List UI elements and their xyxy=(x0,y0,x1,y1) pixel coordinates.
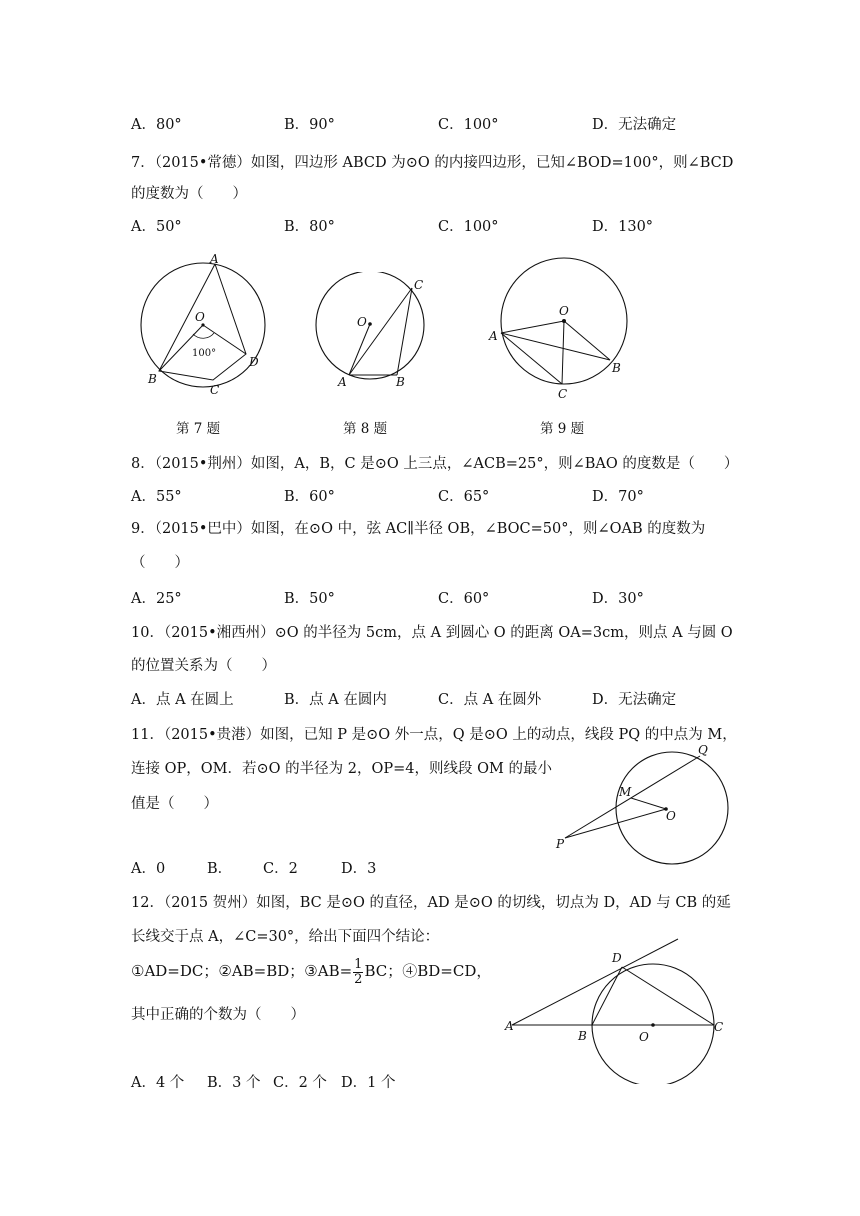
option-a: A．0 xyxy=(131,861,166,877)
option-b: B． xyxy=(207,861,233,877)
question-9-line2: （ ） xyxy=(131,555,189,571)
q12-options xyxy=(131,1071,396,1092)
option-a: A．4 个 xyxy=(131,1075,185,1091)
label-d: D xyxy=(612,951,622,965)
label-a: A xyxy=(489,329,498,343)
label-angle: 100° xyxy=(192,348,217,359)
label-d: D xyxy=(249,355,259,369)
label-q: Q xyxy=(698,743,708,757)
label-c: C xyxy=(558,387,568,401)
option-d: D．3 xyxy=(341,861,377,877)
option-a: A．80° xyxy=(131,117,182,133)
option-b: B．80° xyxy=(284,219,335,235)
label-b: B xyxy=(396,375,405,389)
option-d: D．1 个 xyxy=(341,1075,396,1091)
conclusions-part1: ①AD=DC；②AB=BD；③AB= xyxy=(131,962,353,980)
question-10-line1: 10．（2015•湘西州）⊙O 的半径为 5cm，点 A 到圆心 O 的距离 OA=3cm，则点 A 与圆 O xyxy=(131,625,733,641)
figure-11 xyxy=(548,742,758,866)
option-d: D．无法确定 xyxy=(592,117,677,133)
option-c: C．2 xyxy=(263,861,298,877)
figure-7 xyxy=(136,250,272,395)
question-11-line2: 连接 OP，OM．若⊙O 的半径为 2，OP=4，则线段 OM 的最小 xyxy=(131,761,552,777)
question-9-line1: 9．（2015•巴中）如图，在⊙O 中，弦 AC∥半径 OB，∠BOC=50°，则∠OAB 的度数为 xyxy=(131,521,706,537)
label-b: B xyxy=(148,372,157,386)
label-b: B xyxy=(578,1029,587,1043)
conclusions-part2: BC；④BD=CD， xyxy=(364,962,492,980)
label-a: A xyxy=(505,1019,514,1033)
question-12-line2: 长线交于点 A，∠C=30°，给出下面四个结论： xyxy=(131,929,440,945)
option-b: B．点 A 在圆内 xyxy=(284,692,387,708)
q11-options xyxy=(131,857,377,878)
label-p: P xyxy=(556,837,565,851)
option-d: D．70° xyxy=(592,489,644,505)
label-c: C xyxy=(414,278,424,292)
caption-7: 第 7 题 xyxy=(176,421,221,437)
option-c: C．点 A 在圆外 xyxy=(438,692,542,708)
label-a: A xyxy=(210,252,219,266)
question-8-line1: 8．（2015•荆州）如图，A，B，C 是⊙O 上三点，∠ACB=25°，则∠BAO 的度数是（ ） xyxy=(131,456,739,472)
question-12-line1: 12．（2015 贺州）如图，BC 是⊙O 的直径，AD 是⊙O 的切线，切点为 D，AD 与 CB 的延 xyxy=(131,895,731,911)
figure-9 xyxy=(484,242,632,402)
option-b: B．3 个 xyxy=(207,1075,261,1091)
fraction-one-half xyxy=(353,958,363,986)
label-o: O xyxy=(639,1030,649,1044)
question-10-line2: 的位置关系为（ ） xyxy=(131,658,276,674)
label-o: O xyxy=(666,809,676,823)
option-b: B．90° xyxy=(284,117,335,133)
caption-8: 第 8 题 xyxy=(343,421,388,437)
option-b: B．60° xyxy=(284,489,335,505)
option-c: C．100° xyxy=(438,117,499,133)
label-o: O xyxy=(195,310,205,324)
option-c: C．65° xyxy=(438,489,490,505)
question-11-line1: 11．（2015•贵港）如图，已知 P 是⊙O 外一点，Q 是⊙O 上的动点，线段 PQ 的中点为 M， xyxy=(131,727,737,743)
option-a: A．25° xyxy=(131,591,182,607)
caption-9: 第 9 题 xyxy=(540,421,585,437)
label-b: B xyxy=(612,361,621,375)
label-c: C xyxy=(210,383,220,395)
question-12-line4: 其中正确的个数为（ ） xyxy=(131,1007,305,1023)
option-d: D．无法确定 xyxy=(592,692,677,708)
option-b: B．50° xyxy=(284,591,335,607)
option-c: C．60° xyxy=(438,591,490,607)
label-o: O xyxy=(357,315,367,329)
option-a: A．点 A 在圆上 xyxy=(131,692,234,708)
option-c: C．2 个 xyxy=(273,1075,327,1091)
option-c: C．100° xyxy=(438,219,499,235)
option-d: D．130° xyxy=(592,219,654,235)
question-7-line1: 7．（2015•常德）如图，四边形 ABCD 为⊙O 的内接四边形，已知∠BOD=100°，则∠BCD xyxy=(131,155,734,171)
option-a: A．55° xyxy=(131,489,182,505)
question-11-line3: 值是（ ） xyxy=(131,796,218,812)
question-12-conclusions xyxy=(131,958,491,986)
option-d: D．30° xyxy=(592,591,644,607)
label-o: O xyxy=(559,304,569,318)
label-a: A xyxy=(338,375,347,389)
label-m: M xyxy=(619,785,632,799)
label-c: C xyxy=(714,1020,724,1034)
fraction-denominator: 2 xyxy=(354,972,363,987)
figure-12 xyxy=(500,934,730,1084)
question-7-line2: 的度数为（ ） xyxy=(131,186,247,202)
figure-8 xyxy=(307,272,432,390)
fraction-numerator: 1 xyxy=(354,957,363,972)
option-a: A．50° xyxy=(131,219,182,235)
